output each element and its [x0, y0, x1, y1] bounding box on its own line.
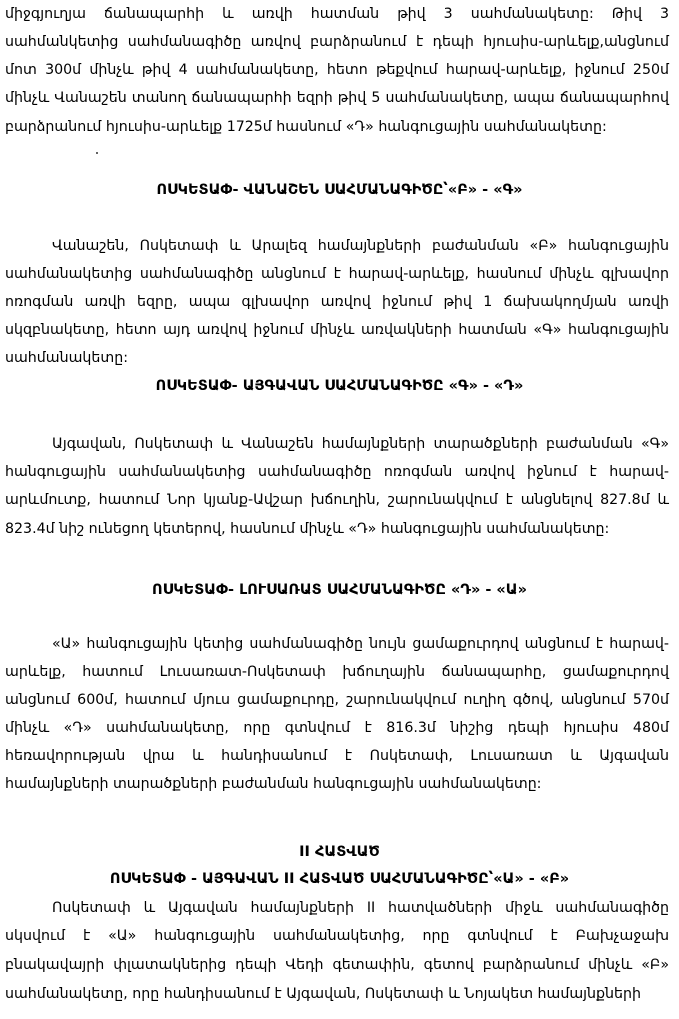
- paragraph-5-line-4: սահմանակետը, որը հանդիսանում է Այգավան, Ոսկետափ և Նոյակետ համայնքների: [5, 986, 642, 1002]
- paragraph-1-line-4: մինչև Վանաշեն տանող ճանապարհի եզրի թիվ 5 սահմանակետը, ապա ճանապարհով: [5, 90, 669, 106]
- paragraph-4-line-4: մինչև «Դ» սահմանակետը, որը գտնվում է 816.3մ նիշից դեպի հյուսիս 480մ: [5, 720, 669, 736]
- paragraph-4-line-6: համայնքների տարածքների բաժանման հանգուցային սահմանակետը:: [5, 776, 542, 792]
- paragraph-3-line-1: Այգավան, Ոսկետափ և Վանաշեն համայնքների տարածքների բաժանման «Գ»: [52, 436, 669, 452]
- paragraph-3-line-2: հանգուցային սահմանակետից սահմանագիծը ոռոգման առվով իջնում է հարավ-: [5, 464, 669, 480]
- paragraph-2-line-1: Վանաշեն, Ոսկետափ և Արալեզ համայնքների բաժանման «Բ» հանգուցային: [52, 238, 669, 254]
- paragraph-3-line-4: 823.4մ նիշ ունեցող կետերով, հասնում մինչև «Դ» հանգուցային սահմանակետը:: [5, 521, 610, 537]
- paragraph-2-line-2: սահմանակետից սահմանագիծը անցնում է հարավ-արևելք, հասնում մինչև գլխավոր: [5, 266, 669, 282]
- paragraph-1-line-1: միջգյուղյա ճանապարհի և առվի հատման թիվ 3 սահմանակետը: Թիվ 3: [5, 6, 669, 22]
- scan-speck: [96, 152, 98, 154]
- paragraph-5-line-1: Ոսկետափ և Այգավան համայնքների II հատվածների միջև սահմանագիծը: [52, 900, 669, 916]
- paragraph-4-line-3: անցնում 600մ, հատում մյուս ցամաքուրդը, շարունակվում ուղիղ գծով, անցնում 570մ: [5, 692, 669, 708]
- paragraph-4-line-2: արևելք, հատում Լուսառատ-Ոսկետափ խճուղային ճանապարհը, ցամաքուրդով: [5, 664, 669, 680]
- paragraph-1-line-2: սահմանկետից սահմանագիծը առվով բարձրանում է դեպի հյուսիս-արևելք,անցնում: [5, 34, 669, 50]
- section-heading-part-two: II ՀԱՏՎԱԾ: [299, 844, 380, 860]
- section-heading-voskatap-aygavan: ՈՍԿԵՏԱՓ- ԱՅԳԱՎԱՆ ՍԱՀՄԱՆԱԳԻԾԸ «Գ» - «Դ»: [155, 378, 524, 394]
- section-heading-voskatap-aygavan-part-two: ՈՍԿԵՏԱՓ - ԱՅԳԱՎԱՆ II ՀԱՏՎԱԾ ՍԱՀՄԱՆԱԳԻԾԸ՝«Ա» - «Բ»: [109, 871, 570, 887]
- paragraph-4-line-5: հեռավորության վրա և հանդիսանում է Ոսկետափ, Լուսառատ և Այգավան: [5, 748, 669, 764]
- paragraph-2-line-3: ոռոգման առվի եզրը, ապա գլխավոր առվով իջնում թիվ 1 ճախակողմյան առվի: [5, 294, 669, 310]
- section-heading-voskatap-lusarat: ՈՍԿԵՏԱՓ- ԼՈՒՍԱՌԱՏ ՍԱՀՄԱՆԱԳԻԾԸ «Դ» - «Ա»: [152, 582, 527, 598]
- section-heading-voskatap-vanashen: ՈՍԿԵՏԱՓ- ՎԱՆԱՇԵՆ ՍԱՀՄԱՆԱԳԻԾԸ՝«Բ» - «Գ»: [156, 182, 523, 198]
- paragraph-2-line-4: սկզբնակետը, հետո այդ առվով իջնում մինչև առվակների հատման «Գ» հանգուցային: [5, 322, 669, 338]
- paragraph-3-line-3: արևմուտք, հատում Նոր կյանք-Ավշար խճուղին, շարունակվում է անցնելով 827.8մ և: [5, 492, 669, 508]
- paragraph-4-line-1: «Ա» հանգուցային կետից սահմանագիծը նույն ցամաքուրդով անցնում է հարավ-: [52, 636, 669, 652]
- paragraph-5-line-3: բնակավայրի փլատակներից դեպի Վեդի գետափին, գետով բարձրանում մինչև «Բ»: [5, 957, 669, 973]
- paragraph-1-line-3: մոտ 300մ մինչև թիվ 4 սահմանակետը, հետո թեքվում հարավ-արևելք, իջնում 250մ: [5, 62, 669, 78]
- paragraph-2-line-5: սահմանակետը:: [5, 350, 128, 366]
- paragraph-5-line-2: սկսվում է «Ա» հանգուցային սահմանակետից, որը գտնվում է Բախչաջախ: [5, 928, 669, 944]
- paragraph-1-line-5: բարձրանում հյուսիս-արևելք 1725մ հասնում «Դ» հանգուցային սահմանակետը:: [5, 119, 607, 135]
